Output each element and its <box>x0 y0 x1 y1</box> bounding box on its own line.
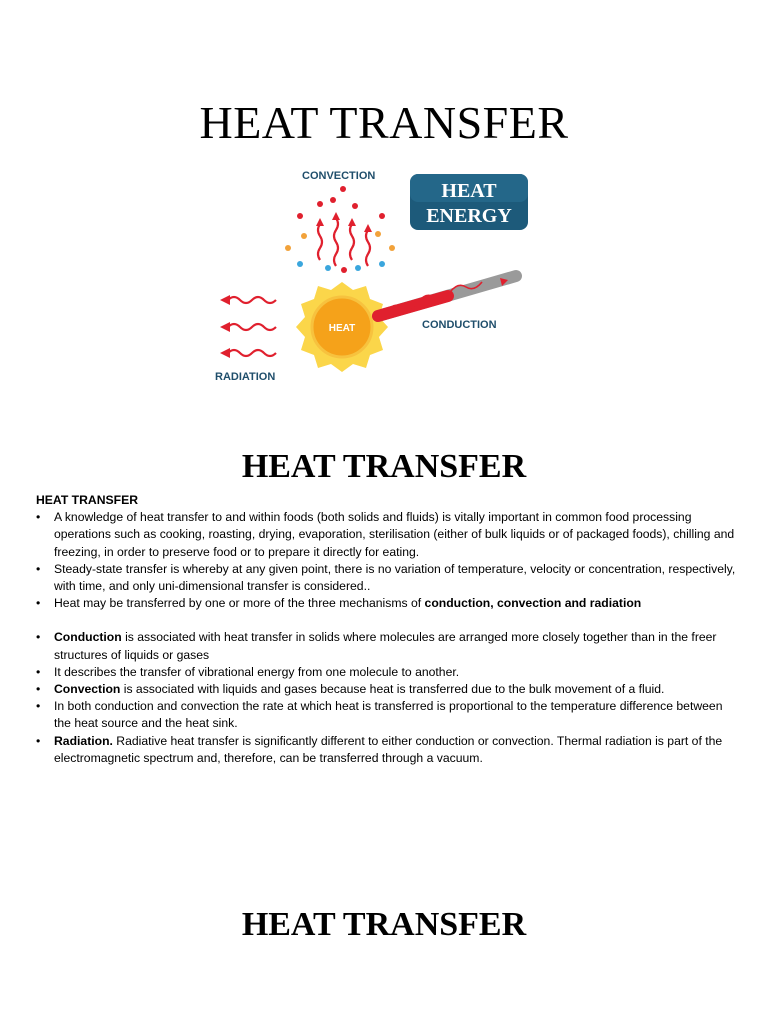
list-item: • Steady-state transfer is whereby at any given point, there is no variation of temperature, velocity or concentration, respectively, with time, and only uni-dimensional transfer is considered.. <box>36 561 742 595</box>
convection-arrowheads <box>316 212 372 232</box>
list-item: • Conduction is associated with heat transfer in solids where molecules are arranged more closely together than in the freer structures of liquids or gases <box>36 629 742 663</box>
heat-energy-line2: ENERGY <box>426 205 512 227</box>
radiation-arrowheads <box>220 295 230 358</box>
heat-energy-line1: HEAT <box>441 180 497 202</box>
convection-particles <box>285 186 395 273</box>
list-item: • Heat may be transferred by one or more of the three mechanisms of conduction, convection and radiation <box>36 595 742 612</box>
footer-title: HEAT TRANSFER <box>241 906 527 943</box>
page-title: HEAT TRANSFER <box>199 97 569 148</box>
bullet-list-mechanisms <box>36 629 742 767</box>
heat-sun <box>296 282 388 372</box>
conduction-rod <box>378 276 516 316</box>
list-item: • Radiation. Radiative heat transfer is significantly different to either conduction or convection. Thermal radiation is part of the electromagnetic spectrum and, therefore, can be transferred through a vacuum. <box>36 733 742 767</box>
mechanisms-bold: conduction, convection and radiation <box>424 596 642 611</box>
list-item: • A knowledge of heat transfer to and within foods (both solids and fluids) is vitally important in common food processing operations such as cooking, roasting, drying, evaporation, sterilisation (either of bulk liquids or of packaged foods), chilling and freezing, in order to preserve food or to prepare it directly for eating. <box>36 509 742 561</box>
heat-label: HEAT <box>328 323 356 334</box>
section-title: HEAT TRANSFER <box>241 448 527 485</box>
radiation-waves <box>228 297 276 356</box>
bullet-list-intro <box>36 509 742 612</box>
list-item: • Convection is associated with liquids and gases because heat is transferred due to the bulk movement of a fluid. <box>36 681 742 698</box>
list-item: • It describes the transfer of vibrational energy from one molecule to another. <box>36 664 742 681</box>
convection-arrows <box>318 218 370 266</box>
heat-transfer-illustration <box>200 160 540 390</box>
radiation-label: RADIATION <box>215 371 276 383</box>
heat-energy-badge <box>410 174 528 230</box>
conduction-label: CONDUCTION <box>422 319 497 331</box>
convection-label: CONVECTION <box>302 170 376 182</box>
content-block <box>36 492 742 767</box>
content-heading: HEAT TRANSFER <box>36 493 139 507</box>
list-item: • In both conduction and convection the rate at which heat is transferred is proportional to the temperature difference between the heat source and the heat sink. <box>36 698 742 732</box>
